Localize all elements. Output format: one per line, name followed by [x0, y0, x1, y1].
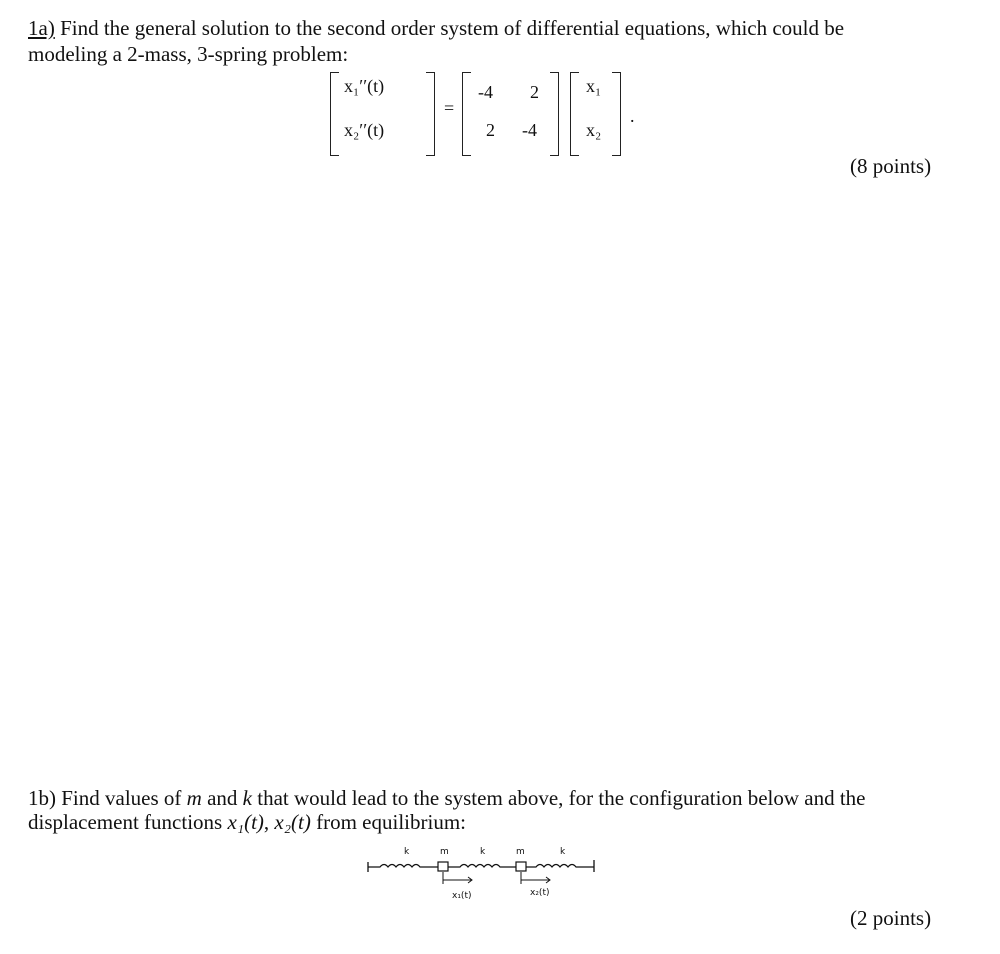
var-k: k: [242, 786, 252, 810]
equation-period: .: [630, 106, 635, 126]
question-1b-line2: [28, 809, 466, 835]
question-1b-line1: [28, 785, 866, 811]
vector-row2: x₂: [586, 120, 602, 140]
matrix-cell-21: 2: [486, 120, 495, 140]
question-1a-line1: [28, 15, 844, 41]
text-fragment: from equilibrium:: [310, 810, 467, 834]
diagram-disp-x1: x₁(t): [452, 891, 472, 901]
spring-mass-diagram: [360, 840, 610, 904]
diagram-label-m1: m: [440, 847, 449, 857]
spring-1: [368, 865, 438, 868]
bracket-right: [612, 72, 621, 156]
spring-2: [448, 865, 516, 868]
text-fragment: Find values of: [61, 786, 187, 810]
bracket-left: [462, 72, 471, 156]
spring-3: [526, 865, 594, 868]
lhs-row1: x₁′′(t): [344, 76, 385, 96]
mass-2: [516, 862, 526, 871]
diagram-disp-x2: x₂(t): [530, 888, 550, 898]
question-1b-label: 1b): [28, 786, 56, 810]
points-1a: (8 points): [850, 154, 932, 178]
diagram-label-k2: k: [480, 847, 486, 857]
spring-mass-sketch: [360, 840, 610, 904]
text-fragment: ,: [263, 810, 275, 834]
question-1a-label: 1a): [28, 16, 55, 40]
points-1b: (2 points): [850, 906, 932, 930]
bracket-left: [570, 72, 579, 156]
bracket-left: [330, 72, 339, 156]
text-fragment: displacement functions: [28, 810, 228, 834]
matrix-equation: [330, 72, 660, 158]
bracket-right: [550, 72, 559, 156]
matrix-cell-12: 2: [530, 82, 539, 102]
question-1a-text-line1: Find the general solution to the second order system of differential equations, which could be: [60, 16, 845, 40]
diagram-label-k1: k: [404, 847, 410, 857]
vector-row1: x₁: [586, 76, 602, 96]
equals-sign: =: [444, 98, 455, 118]
text-fragment: that would lead to the system above, for the configuration below and the: [251, 786, 866, 810]
text-fragment: and: [201, 786, 243, 810]
diagram-label-k3: k: [560, 847, 566, 857]
matrix-cell-22: -4: [522, 120, 537, 140]
mass-1: [438, 862, 448, 871]
bracket-right: [426, 72, 435, 156]
x2-of-t: x₂(t): [274, 810, 311, 834]
var-m: m: [186, 786, 202, 810]
diagram-label-m2: m: [516, 847, 525, 857]
lhs-row2: x₂′′(t): [344, 120, 385, 140]
x1-of-t: x₁(t): [227, 810, 264, 834]
matrix-cell-11: -4: [478, 82, 493, 102]
question-1a-text-line2: modeling a 2-mass, 3-spring problem:: [28, 42, 349, 66]
